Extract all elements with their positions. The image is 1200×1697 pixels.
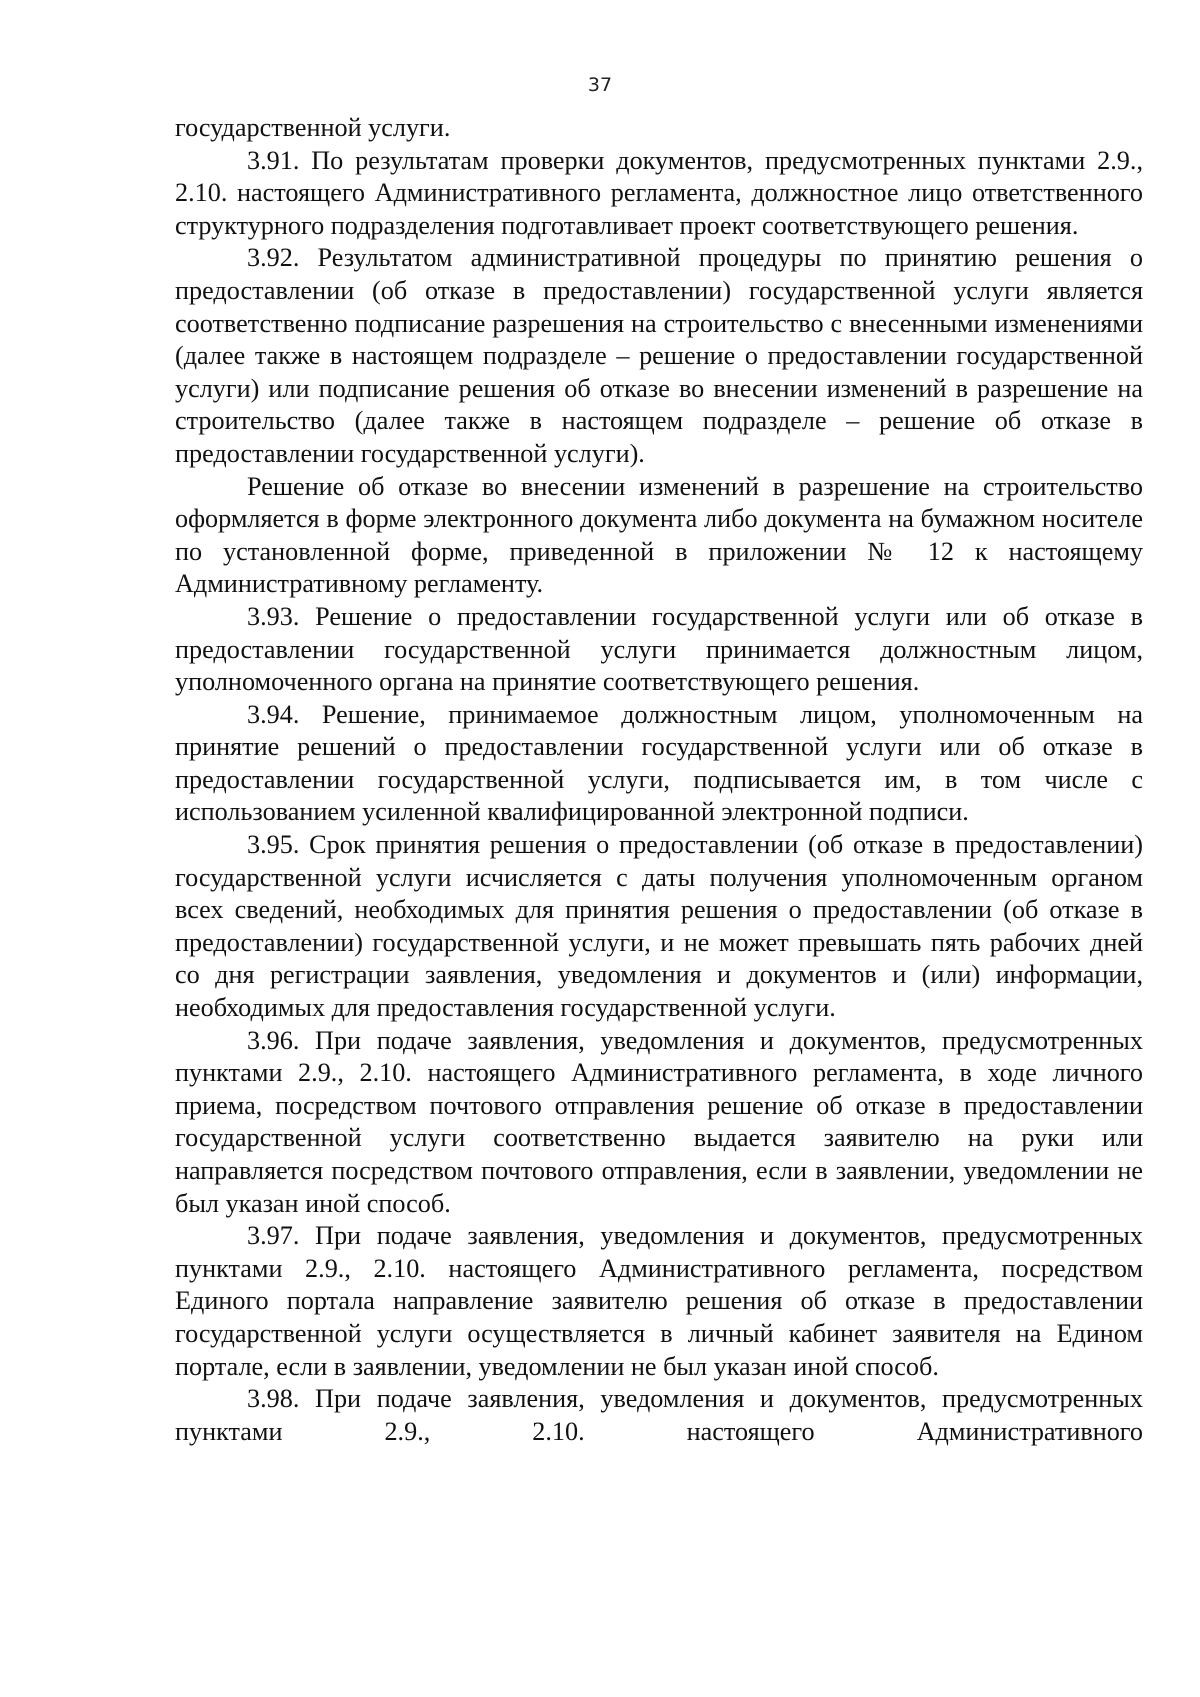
paragraph-3-92: 3.92. Результатом административной процедуры по принятию решения о предоставлении (об отказе в предоставлении) государственной услуги является соответственно подписание разрешения на строительство с внесенными изменениями (далее также в настоящем подразделе – решение о предоставлении государственной услуги) или подписание решения об отказе во внесении изменений в разрешение на строительство (далее также в настоящем подразделе – решение об отказе в предоставлении государственной услуги).: [175, 243, 1143, 468]
paragraph-continuation: государственной услуги.: [175, 113, 451, 142]
document-body: [175, 112, 1143, 1448]
paragraph-refusal-form: Решение об отказе во внесении изменений в разрешение на строительство оформляется в форме электронного документа либо документа на бумажном носителе по установленной форме, приведенной в приложении № 12 к настоящему Административному регламенту.: [175, 471, 1143, 599]
page-number: 37: [587, 74, 613, 96]
paragraph-3-95: 3.95. Срок принятия решения о предоставлении (об отказе в предоставлении) государственной услуги исчисляется с даты получения уполномоченным органом всех сведений, необходимых для принятия решения о предоставлении (об отказе в предоставлении) государственной услуги, и не может превышать пять рабочих дней со дня регистрации заявления, уведомления и документов и (или) информации, необходимых для предоставления государственной услуги.: [175, 830, 1143, 1023]
paragraph-3-93: 3.93. Решение о предоставлении государственной услуги или об отказе в предоставлении государственной услуги принимается должностным лицом, уполномоченного органа на принятие соответствующего решения.: [175, 601, 1143, 697]
paragraph-3-94: 3.94. Решение, принимаемое должностным лицом, уполномоченным на принятие решений о предоставлении государственной услуги или об отказе в предоставлении государственной услуги, подписывается им, в том числе с использованием усиленной квалифицированной электронной подписи.: [175, 699, 1143, 827]
paragraph-3-98: 3.98. При подаче заявления, уведомления и документов, предусмотренных пунктами 2.9., 2.10. настоящего Административного: [175, 1384, 1143, 1446]
paragraph-3-96: 3.96. При подаче заявления, уведомления и документов, предусмотренных пунктами 2.9., 2.10. настоящего Административного регламента, в ходе личного приема, посредством почтового отправления решение об отказе в предоставлении государственной услуги соответственно выдается заявителю на руки или направляется посредством почтового отправления, если в заявлении, уведомлении не был указан иной способ.: [175, 1025, 1143, 1218]
paragraph-3-91: 3.91. По результатам проверки документов, предусмотренных пунктами 2.9., 2.10. настоящего Административного регламента, должностное лицо ответственного структурного подразделения подготавливает проект соответствующего решения.: [175, 145, 1143, 240]
paragraph-3-97: 3.97. При подаче заявления, уведомления и документов, предусмотренных пунктами 2.9., 2.10. настоящего Административного регламента, посредством Единого портала направление заявителю решения об отказе в предоставлении государственной услуги осуществляется в личный кабинет заявителя на Едином портале, если в заявлении, уведомлении не был указан иной способ.: [175, 1221, 1143, 1381]
